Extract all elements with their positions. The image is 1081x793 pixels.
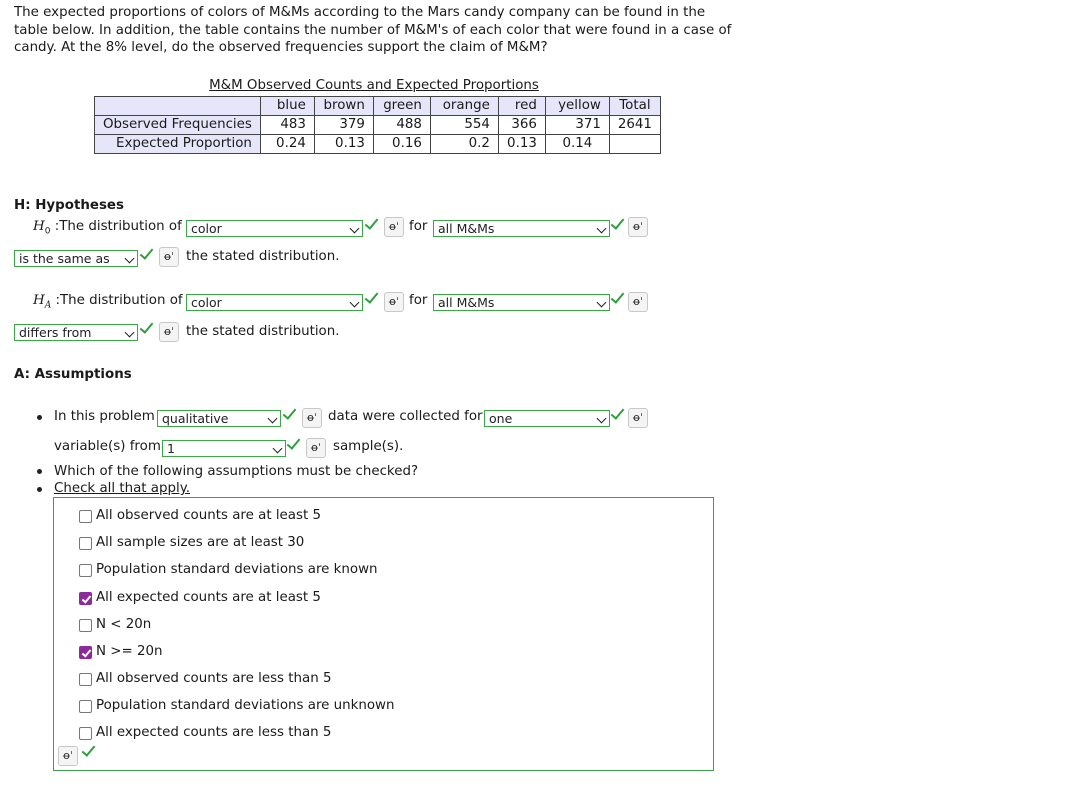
ha-for-text: for [409,293,428,308]
chevron-down-icon [597,414,607,424]
h0-relation-select[interactable]: is the same as [14,250,138,267]
table-caption: M&M Observed Counts and Expected Proportions [209,78,539,93]
h0-tail-text: the stated distribution. [186,249,340,264]
chevron-down-icon [273,444,283,454]
table-cell: 0.16 [373,135,430,154]
assumptions-heading: A: Assumptions [14,367,132,382]
key-icon[interactable]: o̶ˈ [306,438,326,458]
data-type-select[interactable]: qualitative [157,410,281,427]
ha-label: $H_A$ :The distribution of [33,293,183,311]
table-corner-cell [95,97,261,116]
option-checkbox[interactable] [79,564,92,577]
table-header-cell: blue [260,97,314,116]
correct-check-icon [140,319,154,333]
assumption-line2-pre: variable(s) from [54,439,161,454]
correct-check-icon [611,289,625,303]
option-checkbox[interactable] [79,537,92,550]
variable-count-select[interactable]: one [484,410,610,427]
key-icon[interactable]: o̶ˈ [58,746,78,766]
assumption-line2-post: sample(s). [333,439,404,454]
assumption-question: Which of the following assumptions must be checked? [54,464,419,479]
correct-check-icon [611,405,625,419]
table-cell: 379 [314,116,373,135]
correct-check-icon [365,215,379,229]
key-icon[interactable]: o̶ˈ [159,247,179,267]
key-icon[interactable]: o̶ˈ [628,217,648,237]
h0-population-select[interactable]: all M&Ms [433,220,610,237]
chevron-down-icon [125,254,135,264]
option-label: All observed counts are at least 5 [96,508,321,523]
assumption-line1-pre: In this problem [54,409,155,424]
table-cell: 0.13 [498,135,545,154]
problem-statement: The expected proportions of colors of M&Ms according to the Mars candy company can be found in the table below. In addition, the table contains the number of M&M's of each color that were found in a case of candy. At the 8% level, do the observed frequencies support the claim of M&M? [14,5,732,55]
chevron-down-icon [597,298,607,308]
chevron-down-icon [350,298,360,308]
table-header-cell: yellow [545,97,609,116]
key-icon[interactable]: o̶ˈ [628,292,648,312]
bullet [37,469,42,474]
table-cell: 483 [260,116,314,135]
correct-check-icon [140,245,154,259]
table-cell: 2641 [609,116,660,135]
table-row [95,116,661,135]
check-all-instruction: Check all that apply. [54,481,190,496]
key-icon[interactable]: o̶ˈ [384,292,404,312]
table-header-cell: red [498,97,545,116]
table-cell: 554 [430,116,498,135]
option-checkbox[interactable] [79,673,92,686]
table-cell: 0.13 [314,135,373,154]
mm-table [94,96,661,154]
h0-for-text: for [409,219,428,234]
correct-check-icon [283,405,297,419]
table-cell: 488 [373,116,430,135]
key-icon[interactable]: o̶ˈ [628,408,648,428]
key-icon[interactable]: o̶ˈ [302,408,322,428]
table-header-cell: orange [430,97,498,116]
table-cell [609,135,660,154]
option-label: All expected counts are less than 5 [96,725,332,740]
chevron-down-icon [125,328,135,338]
table-header-cell: brown [314,97,373,116]
option-checkbox-checked[interactable] [79,646,92,659]
table-row-header: Observed Frequencies [95,116,261,135]
table-header-cell: green [373,97,430,116]
chevron-down-icon [597,224,607,234]
table-cell: 366 [498,116,545,135]
h0-variable-select[interactable]: color [186,220,363,237]
table-header-row [95,97,661,116]
chevron-down-icon [268,414,278,424]
option-checkbox-checked[interactable] [79,592,92,605]
option-checkbox[interactable] [79,619,92,632]
key-icon[interactable]: o̶ˈ [384,217,404,237]
option-label: All sample sizes are at least 30 [96,535,305,550]
ha-tail-text: the stated distribution. [186,324,340,339]
option-label: Population standard deviations are known [96,562,378,577]
table-header-cell: Total [609,97,660,116]
option-label: All observed counts are less than 5 [96,671,332,686]
table-row-header: Expected Proportion [95,135,261,154]
ha-relation-select[interactable]: differs from [14,324,138,341]
option-checkbox[interactable] [79,700,92,713]
option-label: Population standard deviations are unknown [96,698,395,713]
sample-count-select[interactable]: 1 [162,440,286,457]
table-cell: 0.14 [545,135,609,154]
table-row [95,135,661,154]
h0-label: $H_0$ :The distribution of [33,219,182,237]
correct-check-icon [287,435,301,449]
table-cell: 371 [545,116,609,135]
ha-variable-select[interactable]: color [186,294,363,311]
correct-check-icon [365,289,379,303]
option-label: All expected counts are at least 5 [96,590,321,605]
table-cell: 0.2 [430,135,498,154]
chevron-down-icon [350,224,360,234]
option-checkbox[interactable] [79,510,92,523]
assumption-line1-mid: data were collected for [328,409,483,424]
table-cell: 0.24 [260,135,314,154]
bullet [37,487,42,492]
correct-check-icon [611,215,625,229]
option-label: N < 20n [96,617,152,632]
hypotheses-heading: H: Hypotheses [14,198,124,213]
ha-population-select[interactable]: all M&Ms [433,294,610,311]
bullet [37,415,42,420]
key-icon[interactable]: o̶ˈ [159,322,179,342]
option-label: N >= 20n [96,644,163,659]
option-checkbox[interactable] [79,727,92,740]
